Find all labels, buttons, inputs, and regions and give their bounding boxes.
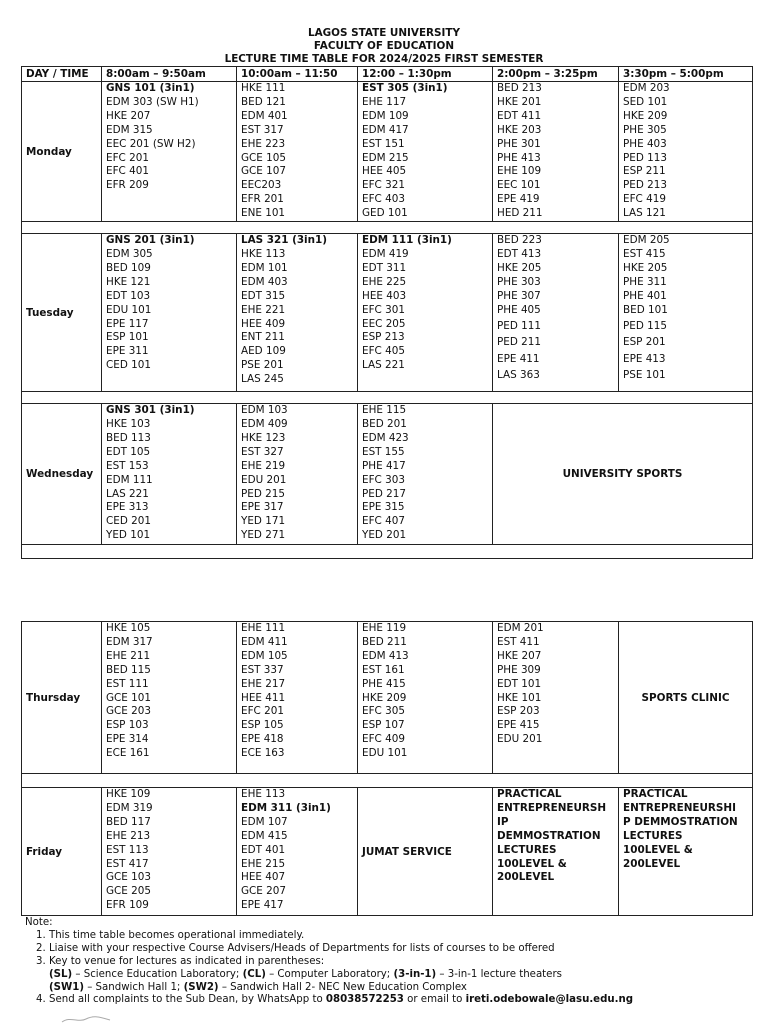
day-label: Monday xyxy=(22,82,102,222)
note-text: This time table becomes operational immediately. xyxy=(49,929,305,941)
course-code: EST 151 xyxy=(362,137,405,150)
course-code: BED 109 xyxy=(106,261,151,274)
course-code: HKE 105 xyxy=(106,622,151,634)
course-code: EPE 315 xyxy=(362,501,405,514)
course-code: EFC 407 xyxy=(362,515,405,528)
course-code: EHE 219 xyxy=(241,459,286,472)
row-thursday xyxy=(22,622,753,774)
course-code: EFC 409 xyxy=(362,733,405,746)
course-code: 200LEVEL xyxy=(623,857,681,870)
course-code: EHE 109 xyxy=(497,165,542,178)
course-code: EPE 418 xyxy=(241,733,284,746)
course-code: EPE 317 xyxy=(241,501,284,514)
course-code: BED 213 xyxy=(497,82,542,94)
course-code: EST 155 xyxy=(362,445,405,458)
day-label: Friday xyxy=(22,788,102,916)
course-code: EFC 305 xyxy=(362,705,405,718)
cell xyxy=(237,622,358,774)
course-code: HKE 201 xyxy=(497,95,542,108)
spacer-row xyxy=(22,392,753,404)
course-code: PSE 101 xyxy=(623,369,666,381)
cell xyxy=(358,234,493,392)
course-code: PRACTICAL xyxy=(623,788,688,800)
faculty-name: FACULTY OF EDUCATION xyxy=(313,40,455,52)
course-code: HKE 207 xyxy=(497,649,542,662)
spacer-row xyxy=(22,222,753,234)
course-code: HKE 103 xyxy=(106,417,151,430)
course-code: ESP 103 xyxy=(106,719,149,732)
entrepreneurship-cell-2 xyxy=(619,788,753,916)
course-code: PHE 301 xyxy=(497,137,541,150)
course-code: GCE 205 xyxy=(106,885,152,898)
course-code: PED 211 xyxy=(497,336,541,348)
course-code: EDM 317 xyxy=(106,635,153,648)
course-code: EDU 101 xyxy=(106,303,152,316)
course-code: EHE 225 xyxy=(362,275,407,288)
course-code: EST 317 xyxy=(241,123,284,136)
col-header-slot1: 8:00am – 9:50am xyxy=(102,67,237,82)
course-code: GCE 101 xyxy=(106,691,152,704)
course-code: ECE 163 xyxy=(241,747,285,760)
course-code: GCE 207 xyxy=(241,885,287,898)
key-cl: (CL) xyxy=(242,968,266,980)
course-code: EHE 111 xyxy=(241,622,286,634)
course-code: PHE 401 xyxy=(623,289,667,302)
course-code: EDM 103 xyxy=(241,404,288,417)
key-3in1-text: – 3-in-1 lecture theaters xyxy=(436,968,562,980)
cell xyxy=(358,622,493,774)
course-code: EDM 401 xyxy=(241,109,288,122)
course-code: EFC 419 xyxy=(623,193,666,206)
key-sl: (SL) xyxy=(49,968,73,980)
course-code: BED 101 xyxy=(623,303,668,316)
course-code: ESP 213 xyxy=(362,331,405,344)
course-code: ENTREPRENEURSH xyxy=(497,801,607,814)
course-code: PHE 303 xyxy=(497,275,541,288)
course-code: HKE 209 xyxy=(623,109,668,122)
course-code: PSE 201 xyxy=(241,359,284,372)
course-code: EDT 315 xyxy=(241,289,286,302)
notes-title: Note: xyxy=(25,917,53,928)
course-code: HED 211 xyxy=(497,207,543,220)
course-code: BED 113 xyxy=(106,431,151,444)
course-code: EFC 303 xyxy=(362,473,405,486)
course-code: PHE 413 xyxy=(497,151,541,164)
course-code: HKE 101 xyxy=(497,691,542,704)
course-code: EDM 415 xyxy=(241,829,288,842)
course-code: SED 101 xyxy=(623,95,668,108)
course-code: YED 201 xyxy=(362,529,407,542)
course-code: PED 215 xyxy=(241,487,285,500)
course-code: EPE 413 xyxy=(623,352,666,365)
course-code: EPE 419 xyxy=(497,193,540,206)
row-friday xyxy=(22,788,753,916)
course-code: PHE 403 xyxy=(623,137,667,150)
course-code: EFR 201 xyxy=(241,193,284,206)
course-code: HEE 407 xyxy=(241,871,286,884)
course-code: HEE 411 xyxy=(241,691,286,704)
timetable-title: LECTURE TIME TABLE FOR 2024/2025 FIRST SEMESTER xyxy=(224,53,544,65)
course-code: BED 121 xyxy=(241,95,286,108)
note-text: Key to venue for lectures as indicated in parentheses: xyxy=(49,955,325,967)
jumat-service-cell: JUMAT SERVICE xyxy=(358,788,493,916)
key-sl-text: – Science Education Laboratory; xyxy=(72,968,243,980)
course-code: EDM 203 xyxy=(623,82,670,94)
course-code: EEC 201 (SW H2) xyxy=(106,137,196,150)
note-4 xyxy=(49,994,755,1007)
course-code: EFR 109 xyxy=(106,899,149,912)
course-code: PED 217 xyxy=(362,487,406,500)
timetable-table-1 xyxy=(21,66,753,559)
day-label: Thursday xyxy=(22,622,102,774)
course-code: EHE 221 xyxy=(241,303,286,316)
course-code: IP xyxy=(497,815,509,828)
course-code: EDM 315 xyxy=(106,123,153,136)
course-code: EDM 417 xyxy=(362,123,409,136)
row-monday xyxy=(22,82,753,222)
course-code: EFC 321 xyxy=(362,179,405,192)
course-code: EHE 113 xyxy=(241,788,286,800)
key-sw2: (SW2) xyxy=(183,981,219,993)
course-code: EHE 119 xyxy=(362,622,407,634)
course-code: EDM 303 (SW H1) xyxy=(106,95,199,108)
course-code: EST 305 (3in1) xyxy=(362,82,448,94)
course-code: PHE 311 xyxy=(623,275,667,288)
course-code: EDM 205 xyxy=(623,234,670,247)
course-code: HKE 123 xyxy=(241,431,286,444)
course-code: EHE 117 xyxy=(362,95,407,108)
course-code: EDU 201 xyxy=(497,733,543,746)
course-code: HKE 205 xyxy=(497,261,542,274)
course-code: LAS 221 xyxy=(106,487,149,500)
row-wednesday xyxy=(22,404,753,545)
course-code: EDM 111 (3in1) xyxy=(362,234,452,247)
cell xyxy=(102,404,237,545)
course-code: EDT 105 xyxy=(106,445,151,458)
course-code: ENTREPRENEURSHI xyxy=(623,801,736,814)
email-link[interactable]: ireti.odebowale@lasu.edu.ng xyxy=(465,994,634,1006)
sports-clinic-cell: SPORTS CLINIC xyxy=(619,622,753,774)
spacer-row xyxy=(22,545,753,559)
course-code: EDM 311 (3in1) xyxy=(241,801,331,814)
course-code: HKE 207 xyxy=(106,109,151,122)
course-code: GCE 203 xyxy=(106,705,152,718)
course-code: EST 327 xyxy=(241,445,284,458)
key-sw2-text: – Sandwich Hall 2- NEC New Education Complex xyxy=(218,981,467,993)
course-code: EDT 401 xyxy=(241,843,286,856)
course-code: ESP 203 xyxy=(497,705,540,718)
course-code: EFC 301 xyxy=(362,303,405,316)
cell xyxy=(102,234,237,392)
course-code: ESP 201 xyxy=(623,336,666,348)
key-sw1-text: – Sandwich Hall 1; xyxy=(83,981,184,993)
course-code: HKE 205 xyxy=(623,261,668,274)
handwriting-mark xyxy=(60,1014,120,1024)
course-code: EDM 319 xyxy=(106,801,153,814)
course-code: EDM 105 xyxy=(241,649,288,662)
course-code: EDM 107 xyxy=(241,815,288,828)
note-text: Liaise with your respective Course Advisers/Heads of Departments for lists of courses to be offered xyxy=(49,942,555,954)
course-code: GNS 201 (3in1) xyxy=(106,234,195,247)
course-code: EST 113 xyxy=(106,843,149,856)
key-cl-text: – Computer Laboratory; xyxy=(265,968,394,980)
course-code: LAS 363 xyxy=(497,369,540,381)
course-code: EDM 411 xyxy=(241,635,288,648)
course-code: EDT 103 xyxy=(106,289,151,302)
course-code: 100LEVEL & xyxy=(623,843,693,856)
course-code: EDM 111 xyxy=(106,473,153,486)
course-code: ESP 107 xyxy=(362,719,405,732)
course-code: EHE 223 xyxy=(241,137,286,150)
cell xyxy=(102,82,237,222)
note-1 xyxy=(49,930,755,943)
cell xyxy=(237,788,358,916)
course-code: GNS 101 (3in1) xyxy=(106,82,195,94)
cell xyxy=(619,234,753,392)
key-3in1: (3-in-1) xyxy=(393,968,437,980)
cell xyxy=(102,622,237,774)
course-code: PED 213 xyxy=(623,179,667,192)
course-code: LECTURES xyxy=(623,829,683,842)
course-code: LAS 321 (3in1) xyxy=(241,234,327,247)
notes-section xyxy=(25,917,755,1007)
course-code: GCE 103 xyxy=(106,871,152,884)
course-code: EHE 213 xyxy=(106,829,151,842)
course-code: LAS 221 xyxy=(362,359,405,372)
header-row xyxy=(22,67,753,82)
entrepreneurship-cell-1 xyxy=(493,788,619,916)
col-header-slot4: 2:00pm – 3:25pm xyxy=(493,67,619,82)
course-code: 100LEVEL & xyxy=(497,857,567,870)
day-label: Wednesday xyxy=(22,404,102,545)
university-name: LAGOS STATE UNIVERSITY xyxy=(307,27,461,39)
key-sw1: (SW1) xyxy=(49,981,84,993)
note-text: or email to xyxy=(403,994,466,1006)
course-code: AED 109 xyxy=(241,345,286,358)
course-code: EPE 117 xyxy=(106,317,149,330)
course-code: PED 115 xyxy=(623,319,667,332)
course-code: EEC203 xyxy=(241,179,282,192)
course-code: EDM 305 xyxy=(106,247,153,260)
course-code: P DEMMOSTRATION xyxy=(623,815,738,828)
course-code: LAS 121 xyxy=(623,207,666,220)
note-3 xyxy=(49,956,755,995)
course-code: EDM 409 xyxy=(241,417,288,430)
course-code: EDU 101 xyxy=(362,747,408,760)
course-code: EDT 413 xyxy=(497,247,542,260)
course-code: EPE 417 xyxy=(241,899,284,912)
course-code: EST 417 xyxy=(106,857,149,870)
course-code: EPE 313 xyxy=(106,501,149,514)
cell xyxy=(493,622,619,774)
course-code: CED 101 xyxy=(106,359,151,372)
course-code: EFC 401 xyxy=(106,165,149,178)
university-sports-cell: UNIVERSITY SPORTS xyxy=(493,404,753,545)
course-code: EFR 209 xyxy=(106,179,149,192)
course-code: EFC 201 xyxy=(241,705,284,718)
course-code: HEE 405 xyxy=(362,165,407,178)
col-header-slot5: 3:30pm – 5:00pm xyxy=(619,67,753,82)
course-code: EDT 101 xyxy=(497,677,542,690)
course-code: HKE 111 xyxy=(241,82,286,94)
course-code: EDM 423 xyxy=(362,431,409,444)
course-code: EFC 201 xyxy=(106,151,149,164)
course-code: EDU 201 xyxy=(241,473,287,486)
cell xyxy=(237,234,358,392)
course-code: PED 113 xyxy=(623,151,667,164)
course-code: ENT 211 xyxy=(241,331,285,344)
cell xyxy=(493,234,619,392)
course-code: BED 115 xyxy=(106,663,151,676)
note-text: Send all complaints to the Sub Dean, by WhatsApp to xyxy=(49,994,326,1006)
row-tuesday xyxy=(22,234,753,392)
course-code: BED 201 xyxy=(362,417,407,430)
course-code: EDM 413 xyxy=(362,649,409,662)
cell xyxy=(237,404,358,545)
course-code: PHE 415 xyxy=(362,677,406,690)
course-code: HKE 109 xyxy=(106,788,151,800)
course-code: EST 411 xyxy=(497,635,540,648)
course-code: EDM 419 xyxy=(362,247,409,260)
course-code: ESP 211 xyxy=(623,165,666,178)
course-code: PHE 405 xyxy=(497,303,541,316)
course-code: YED 171 xyxy=(241,515,286,528)
course-code: GNS 301 (3in1) xyxy=(106,404,195,417)
notes-list xyxy=(25,930,755,1007)
timetable-table-2 xyxy=(21,621,753,916)
day-label: Tuesday xyxy=(22,234,102,392)
course-code: PHE 307 xyxy=(497,289,541,302)
note-2 xyxy=(49,943,755,956)
course-code: LECTURES xyxy=(497,843,557,856)
course-code: ECE 161 xyxy=(106,747,150,760)
course-code: HKE 121 xyxy=(106,275,151,288)
course-code: EHE 215 xyxy=(241,857,286,870)
course-code: EST 415 xyxy=(623,247,666,260)
course-code: PED 111 xyxy=(497,319,541,332)
course-code: BED 223 xyxy=(497,234,542,247)
cell xyxy=(102,788,237,916)
course-code: PHE 309 xyxy=(497,663,541,676)
cell xyxy=(493,82,619,222)
cell xyxy=(358,82,493,222)
course-code: DEMMOSTRATION xyxy=(497,829,601,842)
cell xyxy=(358,404,493,545)
course-code: PHE 305 xyxy=(623,123,667,136)
course-code: EST 111 xyxy=(106,677,149,690)
course-code: YED 271 xyxy=(241,529,286,542)
course-code: EFC 403 xyxy=(362,193,405,206)
course-code: EHE 217 xyxy=(241,677,286,690)
course-code: HKE 203 xyxy=(497,123,542,136)
course-code: GCE 107 xyxy=(241,165,287,178)
course-code: ESP 101 xyxy=(106,331,149,344)
course-code: GCE 105 xyxy=(241,151,287,164)
course-code: EHE 211 xyxy=(106,649,151,662)
course-code: EPE 314 xyxy=(106,733,149,746)
col-header-day: DAY / TIME xyxy=(22,67,102,82)
course-code: EPE 311 xyxy=(106,345,149,358)
course-code: ENE 101 xyxy=(241,207,286,220)
course-code: HKE 113 xyxy=(241,247,286,260)
course-code: EEC 101 xyxy=(497,179,541,192)
course-code: YED 101 xyxy=(106,529,151,542)
col-header-slot3: 12:00 – 1:30pm xyxy=(358,67,493,82)
course-code: EPE 415 xyxy=(497,719,540,732)
spacer-row xyxy=(22,774,753,788)
course-code: HEE 409 xyxy=(241,317,286,330)
course-code: LAS 245 xyxy=(241,373,284,386)
course-code: CED 201 xyxy=(106,515,151,528)
course-code: 200LEVEL xyxy=(497,871,555,884)
course-code: EST 161 xyxy=(362,663,405,676)
course-code: EDM 101 xyxy=(241,261,288,274)
course-code: EFC 405 xyxy=(362,345,405,358)
course-code: HEE 403 xyxy=(362,289,407,302)
course-code: EPE 411 xyxy=(497,352,540,365)
course-code: GED 101 xyxy=(362,207,408,220)
course-code: EEC 205 xyxy=(362,317,406,330)
cell xyxy=(237,82,358,222)
course-code: BED 117 xyxy=(106,815,151,828)
course-code: ESP 105 xyxy=(241,719,284,732)
col-header-slot2: 10:00am – 11:50 xyxy=(237,67,358,82)
course-code: PHE 417 xyxy=(362,459,406,472)
course-code: BED 211 xyxy=(362,635,407,648)
course-code: PRACTICAL xyxy=(497,788,562,800)
course-code: EDT 311 xyxy=(362,261,407,274)
course-code: EDM 201 xyxy=(497,622,544,634)
course-code: EST 153 xyxy=(106,459,149,472)
cell xyxy=(619,82,753,222)
course-code: EHE 115 xyxy=(362,404,407,417)
course-code: EDM 403 xyxy=(241,275,288,288)
course-code: EDM 215 xyxy=(362,151,409,164)
course-code: HKE 209 xyxy=(362,691,407,704)
course-code: EDM 109 xyxy=(362,109,409,122)
course-code: EDT 411 xyxy=(497,109,542,122)
whatsapp-number: 08038572253 xyxy=(325,994,404,1006)
course-code: EST 337 xyxy=(241,663,284,676)
